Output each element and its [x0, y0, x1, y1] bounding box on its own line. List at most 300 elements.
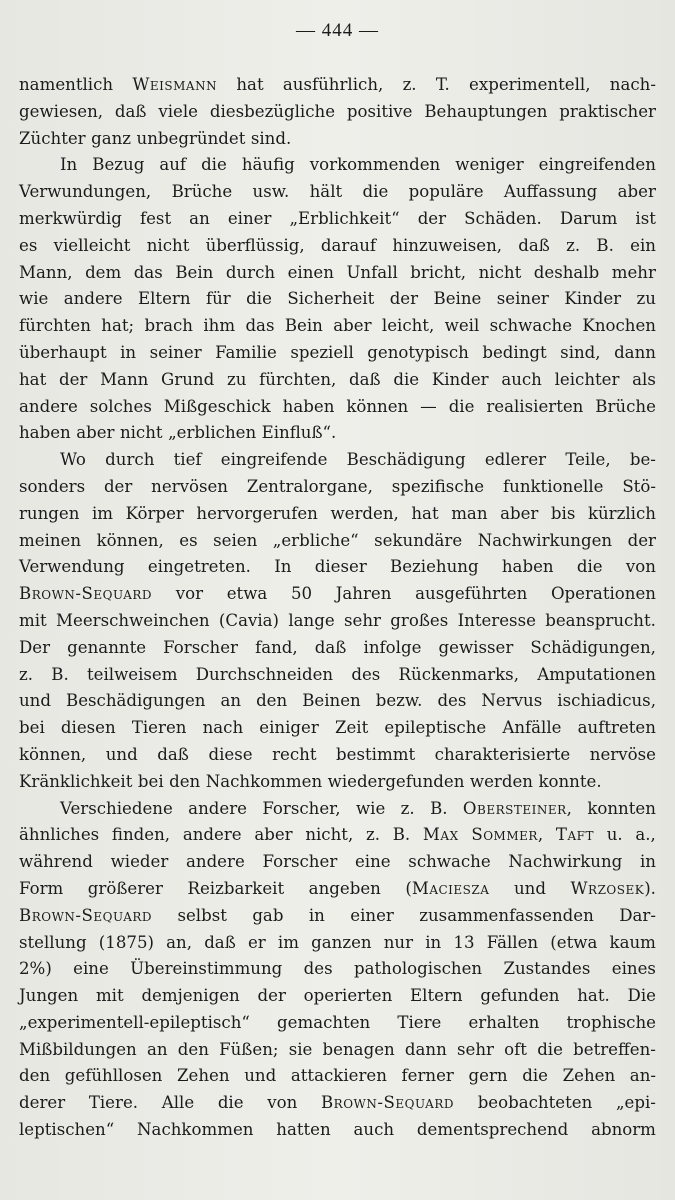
word: Forscher: [262, 852, 338, 872]
word: haben: [282, 396, 335, 416]
word: daß: [518, 235, 550, 255]
word: Obersteiner,: [462, 798, 572, 818]
word: werden: [469, 771, 533, 791]
word: z.: [402, 75, 417, 94]
word: nicht: [478, 262, 522, 282]
word: schwache: [408, 852, 491, 872]
text-line: [19, 474, 656, 501]
word: z.: [19, 664, 34, 684]
word: in: [640, 852, 656, 872]
word: häufig: [241, 155, 295, 175]
text-line: [19, 420, 656, 447]
word: Schädigungen,: [530, 637, 656, 657]
body-text: [19, 72, 656, 1144]
word: selbst: [177, 905, 227, 925]
word: Kinder: [564, 289, 622, 309]
word: lange: [288, 610, 335, 630]
word: „erbliche“: [272, 530, 359, 550]
word: B.: [51, 664, 69, 684]
word: erhalten: [468, 1012, 540, 1032]
word: Form: [19, 878, 64, 898]
word: überhaupt: [19, 342, 107, 362]
word: nicht,: [305, 825, 354, 845]
word: speziell: [290, 342, 354, 362]
word: kaum: [609, 932, 656, 952]
word: Verwundungen,: [19, 182, 152, 202]
text-line: [19, 126, 656, 153]
word: Zentralorgane,: [246, 476, 373, 496]
word: betreffen-: [573, 1039, 656, 1059]
word: Der: [19, 637, 51, 657]
word: größerer: [87, 878, 163, 898]
text-line: [19, 715, 656, 742]
word: es: [179, 530, 198, 550]
word: In: [60, 155, 78, 175]
word: derer: [19, 1093, 66, 1113]
word: benagen: [322, 1039, 395, 1059]
word: für: [205, 289, 231, 309]
word: den: [169, 771, 201, 791]
word: des: [351, 664, 381, 684]
word: können: [346, 396, 409, 416]
word: gemachten: [277, 1012, 371, 1032]
small-caps-name: Brown-Sequard: [19, 584, 153, 604]
word: zusammenfassenden: [419, 905, 594, 925]
word: daß: [204, 932, 236, 952]
word: Amputationen: [537, 664, 656, 684]
word: darauf: [320, 235, 377, 255]
word: die: [576, 557, 603, 577]
word: Kränklichkeit: [19, 771, 133, 791]
word: Verschiedene: [60, 798, 173, 818]
word: aber: [617, 182, 656, 202]
text-line: [19, 179, 656, 206]
word: Nachkommen: [137, 1120, 254, 1140]
word: konnten: [587, 798, 656, 818]
word: daß: [314, 637, 347, 657]
word: großes: [390, 610, 449, 630]
word: Zehen: [177, 1066, 230, 1086]
word: weil: [444, 316, 480, 336]
word: bestimmt: [336, 744, 416, 764]
text-line: [19, 72, 656, 99]
word: hatten: [276, 1120, 331, 1140]
word: Fällen: [486, 932, 539, 952]
word: recht: [272, 744, 317, 764]
text-line: [19, 260, 656, 287]
word: etwa: [226, 584, 268, 604]
small-caps-name: Taft: [555, 825, 594, 845]
word: Mann: [100, 369, 149, 389]
word: brach: [144, 316, 193, 336]
word: Stö-: [622, 476, 656, 496]
word: sehr: [344, 610, 381, 630]
text-line: [19, 313, 656, 340]
text-line: [19, 99, 656, 126]
word: Beschädigung: [346, 450, 466, 470]
word: gab: [252, 905, 284, 925]
word: spezifische: [391, 476, 485, 496]
word: weniger: [455, 155, 524, 175]
word: die: [522, 1066, 548, 1086]
word: a.,: [635, 825, 656, 845]
text-line: [19, 1037, 656, 1064]
word: die: [393, 369, 420, 389]
word: er: [247, 932, 266, 952]
word: attackieren: [290, 1066, 387, 1086]
word: Zustandes: [503, 959, 591, 979]
word: aber: [500, 503, 539, 523]
word: diesbezügliche: [209, 101, 336, 121]
word: an-: [629, 1066, 656, 1086]
text-line: [19, 581, 656, 608]
word: 50: [290, 584, 313, 604]
word: daß: [349, 369, 381, 389]
word: trophische: [566, 1012, 656, 1032]
word: realisierten: [486, 396, 584, 416]
word: an: [220, 691, 242, 711]
word: dann: [614, 342, 656, 362]
word: sind,: [560, 342, 601, 362]
word: gewiesen,: [19, 101, 104, 121]
word: gewisser: [438, 637, 514, 657]
word: usw.: [252, 182, 290, 202]
word: Nachwirkung: [508, 852, 623, 872]
word: aber: [254, 825, 293, 845]
word: in: [120, 342, 137, 362]
word: während: [19, 852, 93, 872]
word: und: [105, 744, 138, 764]
word: ganz: [91, 128, 132, 148]
word: zu: [636, 289, 656, 309]
word: dem: [85, 262, 122, 282]
word: den: [256, 691, 288, 711]
word: Tieren: [131, 718, 187, 738]
small-caps-name: Sommer: [471, 825, 538, 845]
word: und: [244, 1066, 277, 1086]
word: Forscher: [163, 637, 238, 657]
word: Jungen: [19, 986, 79, 1006]
word: genotypisch: [367, 342, 469, 362]
word: viele: [158, 101, 199, 121]
word: ist: [635, 208, 656, 228]
word: populäre: [408, 182, 484, 202]
text-line: [19, 903, 656, 930]
word: zu: [226, 369, 247, 389]
word: (1875): [98, 932, 154, 952]
word: Unfall: [346, 262, 398, 282]
word: aber: [76, 423, 115, 443]
word: (etwa: [550, 932, 598, 952]
word: eine: [73, 959, 109, 979]
word: an: [189, 208, 210, 228]
word: hat: [411, 503, 439, 523]
text-line: [19, 501, 656, 528]
word: den: [19, 1066, 51, 1086]
word: ähnliches: [19, 825, 100, 845]
word: hält: [309, 182, 343, 202]
word: Beine: [433, 289, 482, 309]
word: [19, 903, 152, 930]
small-caps-name: Brown-Sequard: [19, 905, 153, 925]
word: bedingt: [482, 342, 547, 362]
text-line: [19, 930, 656, 957]
word: z.: [400, 798, 415, 818]
word: Zeit: [334, 718, 369, 738]
word: aber: [333, 316, 372, 336]
word: gefühllosen: [64, 1066, 163, 1086]
word: z.: [566, 235, 581, 255]
word: der: [257, 986, 286, 1006]
word: (Maciesza: [405, 878, 490, 898]
word: sehr: [457, 1039, 494, 1059]
word: „epi-: [615, 1093, 656, 1113]
word: auf: [159, 155, 187, 175]
word: vor: [175, 584, 204, 604]
word: z.: [365, 825, 380, 845]
word: hat: [19, 369, 47, 389]
word: Teile,: [565, 450, 611, 470]
word: andere: [63, 289, 123, 309]
text-line: [19, 635, 656, 662]
word: Tiere.: [88, 1093, 139, 1113]
word: operierten: [303, 986, 393, 1006]
word: Familie: [215, 342, 277, 362]
word: gefunden: [480, 986, 560, 1006]
word: teilweisem: [86, 664, 178, 684]
word: sekundäre: [374, 530, 463, 550]
word: angeben: [308, 878, 381, 898]
text-line: [19, 1063, 656, 1090]
word: leicht,: [381, 316, 435, 336]
text-line: [19, 394, 656, 421]
word: rungen: [19, 503, 80, 523]
word: das: [133, 262, 163, 282]
word: seiner: [149, 342, 202, 362]
word: als: [632, 369, 656, 389]
word: Eltern: [410, 986, 463, 1006]
word: —: [420, 396, 437, 416]
word: nur: [383, 932, 414, 952]
word: es: [19, 235, 38, 255]
word: das: [245, 316, 275, 336]
word: mehr: [611, 262, 656, 282]
word: in: [308, 905, 325, 925]
word: diese: [208, 744, 253, 764]
word: Zehen: [562, 1066, 616, 1086]
word: konnte.: [538, 771, 602, 791]
word: praktischer: [559, 101, 656, 121]
word: die: [537, 1039, 563, 1059]
word: auch: [501, 369, 542, 389]
word: Rückenmarks,: [398, 664, 519, 684]
word: der: [627, 530, 656, 550]
word: hat: [236, 75, 264, 94]
word: Einfluß“.: [261, 423, 337, 443]
word: B.: [392, 825, 411, 845]
text-line: [19, 983, 656, 1010]
word: sind.: [250, 128, 292, 148]
word: einer: [227, 208, 272, 228]
word: der: [417, 208, 447, 228]
word: an: [146, 1039, 168, 1059]
word: stellung: [19, 932, 87, 952]
word: infolge: [363, 637, 422, 657]
word: B.: [596, 235, 614, 255]
word: ischiadicus,: [557, 691, 656, 711]
word: der: [58, 369, 88, 389]
word: überflüssig,: [205, 235, 305, 255]
word: genannte: [67, 637, 147, 657]
word: charakterisierte: [434, 744, 571, 764]
word: diesen: [60, 718, 116, 738]
word: bei: [19, 718, 45, 738]
word: Mißgeschick: [163, 396, 271, 416]
word: unbegründet: [136, 128, 246, 148]
word: man: [451, 503, 488, 523]
word: hinzuweisen,: [392, 235, 503, 255]
text-line: [19, 528, 656, 555]
word: Züchter: [19, 128, 86, 148]
word: [321, 1090, 454, 1117]
text-line: [19, 340, 656, 367]
word: Durchschneiden: [195, 664, 334, 684]
word: leptischen“: [19, 1120, 115, 1140]
word: bei: [137, 771, 164, 791]
word: wiedergefunden: [327, 771, 465, 791]
text-line: [19, 152, 656, 179]
word: durch: [105, 450, 155, 470]
word: der: [103, 476, 133, 496]
word: Brüche: [595, 396, 656, 416]
word: Alle: [161, 1093, 195, 1113]
text-line: [19, 876, 656, 903]
word: fest: [139, 208, 172, 228]
word: meinen: [19, 530, 82, 550]
word: Bein: [284, 316, 323, 336]
word: „experimentell-epileptisch“: [19, 1012, 250, 1032]
word: vorkommenden: [309, 155, 441, 175]
text-line: [19, 822, 656, 849]
small-caps-name: Brown-Sequard: [320, 1093, 455, 1113]
word: andere: [19, 396, 78, 416]
word: sonders: [19, 476, 86, 496]
word: Operationen: [550, 584, 656, 604]
word: den: [177, 1039, 209, 1059]
word: andere: [188, 798, 247, 818]
word: haben: [501, 557, 554, 577]
word: fand,: [255, 637, 298, 657]
word: andere: [185, 852, 245, 872]
word: eines: [611, 959, 656, 979]
word: oft: [504, 1039, 527, 1059]
word: namentlich: [19, 75, 114, 94]
word: wie: [19, 289, 49, 309]
word: hervorgerufen: [196, 503, 318, 523]
text-line: [19, 742, 656, 769]
text-line: [19, 956, 656, 983]
word: eingreifenden: [538, 155, 656, 175]
word: Sommer,: [471, 825, 544, 845]
word: nicht: [146, 235, 190, 255]
word: fürchten,: [259, 369, 337, 389]
word: u.: [606, 825, 623, 845]
word: Sicherheit: [287, 289, 375, 309]
word: Reizbarkeit: [187, 878, 285, 898]
word: Knochen: [582, 316, 656, 336]
word: Die: [627, 986, 656, 1006]
word: auftreten: [577, 718, 656, 738]
word: die: [217, 1093, 244, 1113]
word: 13: [453, 932, 475, 952]
word: bricht,: [410, 262, 467, 282]
text-line: [19, 769, 656, 796]
word: in: [425, 932, 442, 952]
word: Grund: [161, 369, 215, 389]
word: an,: [166, 932, 193, 952]
word: fürchten: [19, 316, 91, 336]
word: auch: [353, 1120, 395, 1140]
word: dieser: [314, 557, 367, 577]
small-caps-name: Weismann: [132, 75, 218, 94]
text-line: [19, 796, 656, 823]
word: „erblichen: [168, 423, 257, 443]
word: Interesse: [457, 610, 536, 630]
word: Körper: [125, 503, 184, 523]
word: Forscher,: [262, 798, 341, 818]
word: hat.: [577, 986, 610, 1006]
word: einen: [287, 262, 334, 282]
word: dementsprechend: [416, 1120, 569, 1140]
word: ein: [630, 235, 656, 255]
word: Kinder: [431, 369, 489, 389]
page-number: — 444 —: [296, 20, 379, 41]
word: kürzlich: [587, 503, 656, 523]
word: Beschädigungen: [66, 691, 206, 711]
word: wieder: [110, 852, 169, 872]
word: „Erblichkeit“: [289, 208, 400, 228]
word: Dar-: [619, 905, 656, 925]
word: Auffassung: [503, 182, 598, 202]
word: funktionelle: [502, 476, 604, 496]
word: mit: [95, 986, 124, 1006]
word: die: [448, 396, 475, 416]
word: Tiere: [397, 1012, 442, 1032]
small-caps-name: Max: [422, 825, 459, 845]
word: vielleicht: [53, 235, 131, 255]
word: Beinen: [302, 691, 361, 711]
word: eine: [354, 852, 391, 872]
word: mit: [19, 610, 47, 630]
word: hat;: [101, 316, 135, 336]
word: [423, 822, 459, 849]
text-line: [19, 206, 656, 233]
word: können,: [19, 744, 87, 764]
word: Mann,: [19, 262, 73, 282]
word: Bein: [175, 262, 214, 282]
word: sie: [288, 1039, 313, 1059]
text-line: [19, 662, 656, 689]
word: Bezug: [92, 155, 145, 175]
text-line: [19, 1090, 656, 1117]
word: nach: [202, 718, 244, 738]
word: nicht: [119, 423, 163, 443]
word: demjenigen: [141, 986, 240, 1006]
word: pathologischen: [354, 959, 483, 979]
word: finden,: [111, 825, 171, 845]
word: schwache: [489, 316, 573, 336]
word: von: [625, 557, 656, 577]
